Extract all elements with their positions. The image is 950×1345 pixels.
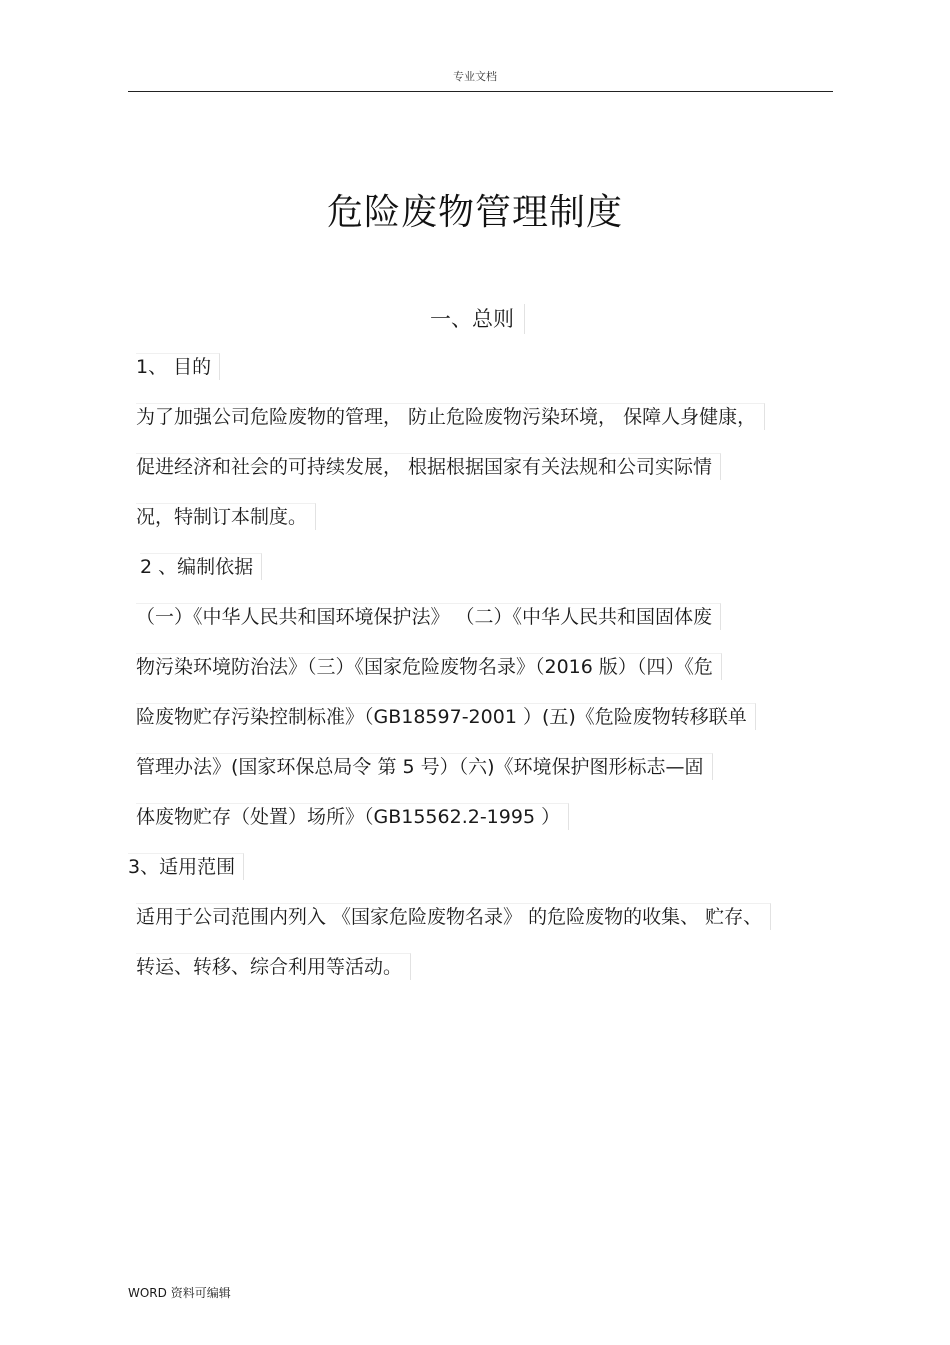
item-heading-purpose: 1、 目的 — [136, 353, 220, 380]
header-divider — [128, 91, 833, 92]
page-header: 专业文档 — [453, 70, 497, 83]
paragraph-line: 物污染环境防治法》（三）《国家危险废物名录》（2016 版）（四）《危 — [136, 653, 722, 680]
paragraph-line: 为了加强公司危险废物的管理， 防止危险废物污染环境， 保障人身健康， — [136, 403, 765, 430]
paragraph-line: （一）《中华人民共和国环境保护法》 （二）《中华人民共和国固体废 — [136, 603, 721, 630]
section-title-general: 一、总则 — [430, 304, 525, 334]
item-heading-scope: 3、适用范围 — [128, 853, 244, 880]
document-title: 危险废物管理制度 — [326, 192, 623, 233]
paragraph-line: 体废物贮存（处置）场所》（GB15562.2-1995 ） — [136, 803, 569, 830]
paragraph-line: 转运、转移、综合利用等活动。 — [136, 953, 411, 980]
page-footer: WORD 资料可编辑 — [128, 1286, 231, 1300]
item-heading-basis: 2 、编制依据 — [140, 553, 262, 580]
paragraph-line: 险废物贮存污染控制标准》（GB18597-2001 ）(五)《危险废物转移联单 — [136, 703, 756, 730]
paragraph-line: 促进经济和社会的可持续发展， 根据根据国家有关法规和公司实际情 — [136, 453, 721, 480]
paragraph-line: 适用于公司范围内列入 《国家危险废物名录》 的危险废物的收集、 贮存、 — [136, 903, 771, 930]
paragraph-line: 况，特制订本制度。 — [136, 503, 316, 530]
paragraph-line: 管理办法》(国家环保总局令 第 5 号）（六)《环境保护图形标志—固 — [136, 753, 713, 780]
